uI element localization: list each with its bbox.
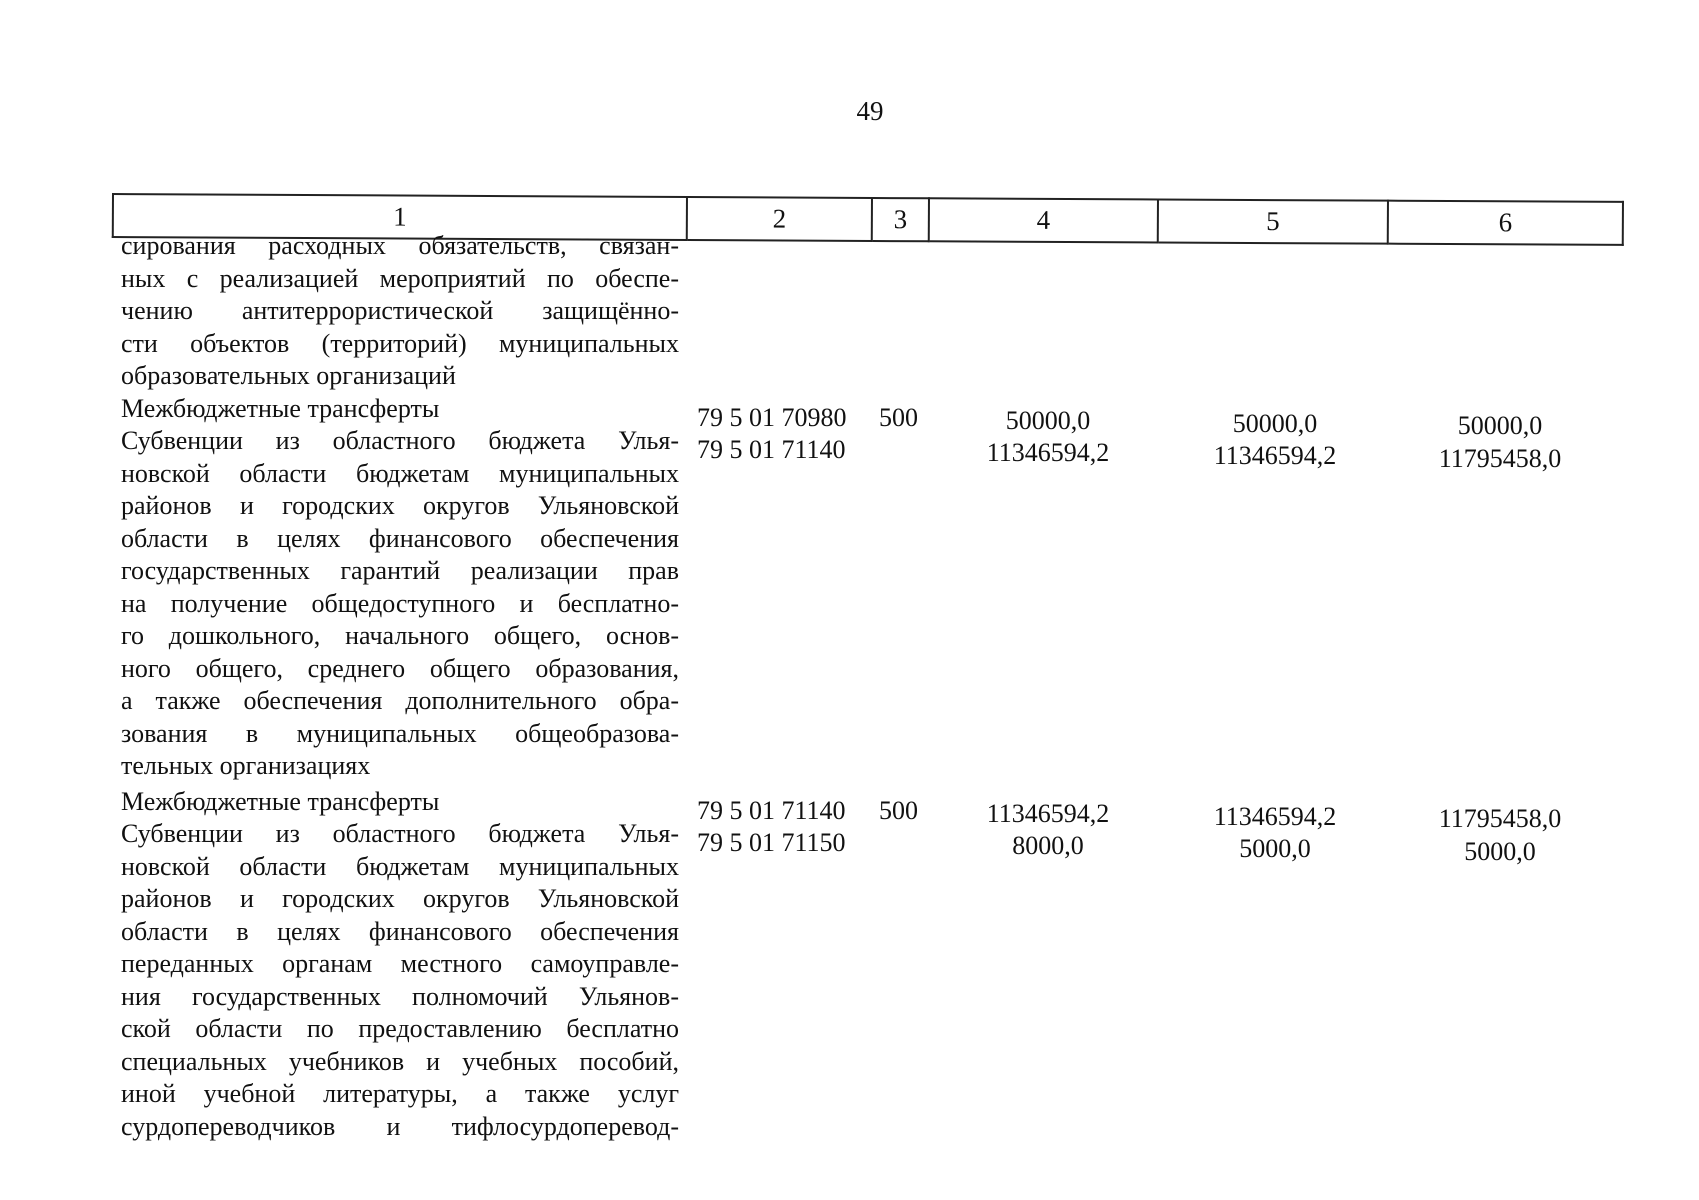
code-cell: 79 5 01 71140 [697,435,846,464]
value-col6: 11795458,0 [1438,444,1562,473]
code-cell: 79 5 01 70980 [697,403,847,432]
value-col5: 50000,0 [1232,409,1318,438]
desc-line: Субвенции из областного бюджета Улья- [121,426,679,455]
desc-line: сти объектов (территорий) муниципальных [121,328,679,358]
desc-line: а также обеспечения дополнительного обра- [121,686,679,715]
value-col6: 50000,0 [1457,411,1543,440]
desc-line: Межбюджетные трансферты [121,787,440,816]
desc-line: районов и городских округов Ульяновской [121,884,679,913]
desc-line: чению антитеррористической защищённо- [121,296,679,325]
value-col4: 11346594,2 [986,799,1110,828]
desc-line: сурдопереводчиков и тифлосурдоперевод- [121,1111,679,1141]
row-description [121,786,679,819]
column-header-2: 2 [687,197,872,241]
desc-line: специальных учебников и учебных пособий, [121,1046,679,1076]
value-col5: 5000,0 [1239,834,1311,863]
value-col4: 8000,0 [1012,831,1084,860]
desc-line: государственных гарантий реализации прав [121,556,679,585]
desc-line: ской области по предоставлению бесплатно [121,1014,679,1043]
row-description [121,818,679,1143]
desc-line: сирования расходных обязательств, связан- [121,231,679,260]
desc-line: новской области бюджетам муниципальных [121,458,679,488]
row-description [121,230,679,393]
desc-line: Межбюджетные трансферты [121,394,440,423]
desc-line: иной учебной литературы, а также услуг [121,1079,679,1108]
desc-line: районов и городских округов Ульяновской [121,491,679,520]
desc-line: ного общего, среднего общего образования, [121,653,679,683]
column-header-1: 1 [113,194,687,240]
value-col6: 5000,0 [1464,837,1536,866]
desc-line: го дошкольного, начального общего, основ- [121,621,679,650]
desc-line: области в целях финансового обеспечения [121,523,679,553]
value-col4: 50000,0 [1005,406,1091,435]
column-header-5: 5 [1158,199,1388,243]
desc-line: образовательных организаций [121,361,456,390]
row-description [121,425,679,783]
value-col6: 11795458,0 [1438,804,1562,833]
desc-line: ния государственных полномочий Ульянов- [121,981,679,1011]
column-header-6: 6 [1388,201,1623,245]
column-header-4: 4 [929,198,1158,242]
row-description [121,393,679,426]
desc-line: Субвенции из областного бюджета Улья- [121,819,679,848]
desc-line: новской области бюджетам муниципальных [121,851,679,881]
page-number: 49 [856,96,884,126]
desc-line: области в целях финансового обеспечения [121,916,679,946]
desc-line: тельных организациях [121,751,371,780]
value-col4: 11346594,2 [986,438,1110,467]
vr-cell: 500 [879,403,918,432]
desc-line: ных с реализацией мероприятий по обеспе- [121,263,679,293]
vr-cell: 500 [879,796,918,825]
column-header-3: 3 [872,198,929,241]
value-col5: 11346594,2 [1213,441,1337,470]
desc-line: переданных органам местного самоуправле- [121,949,679,978]
desc-line: зования в муниципальных общеобразова- [121,718,679,748]
code-cell: 79 5 01 71140 [697,796,846,825]
desc-line: на получение общедоступного и бесплатно- [121,588,679,618]
value-col5: 11346594,2 [1213,802,1337,831]
code-cell: 79 5 01 71150 [697,828,846,857]
